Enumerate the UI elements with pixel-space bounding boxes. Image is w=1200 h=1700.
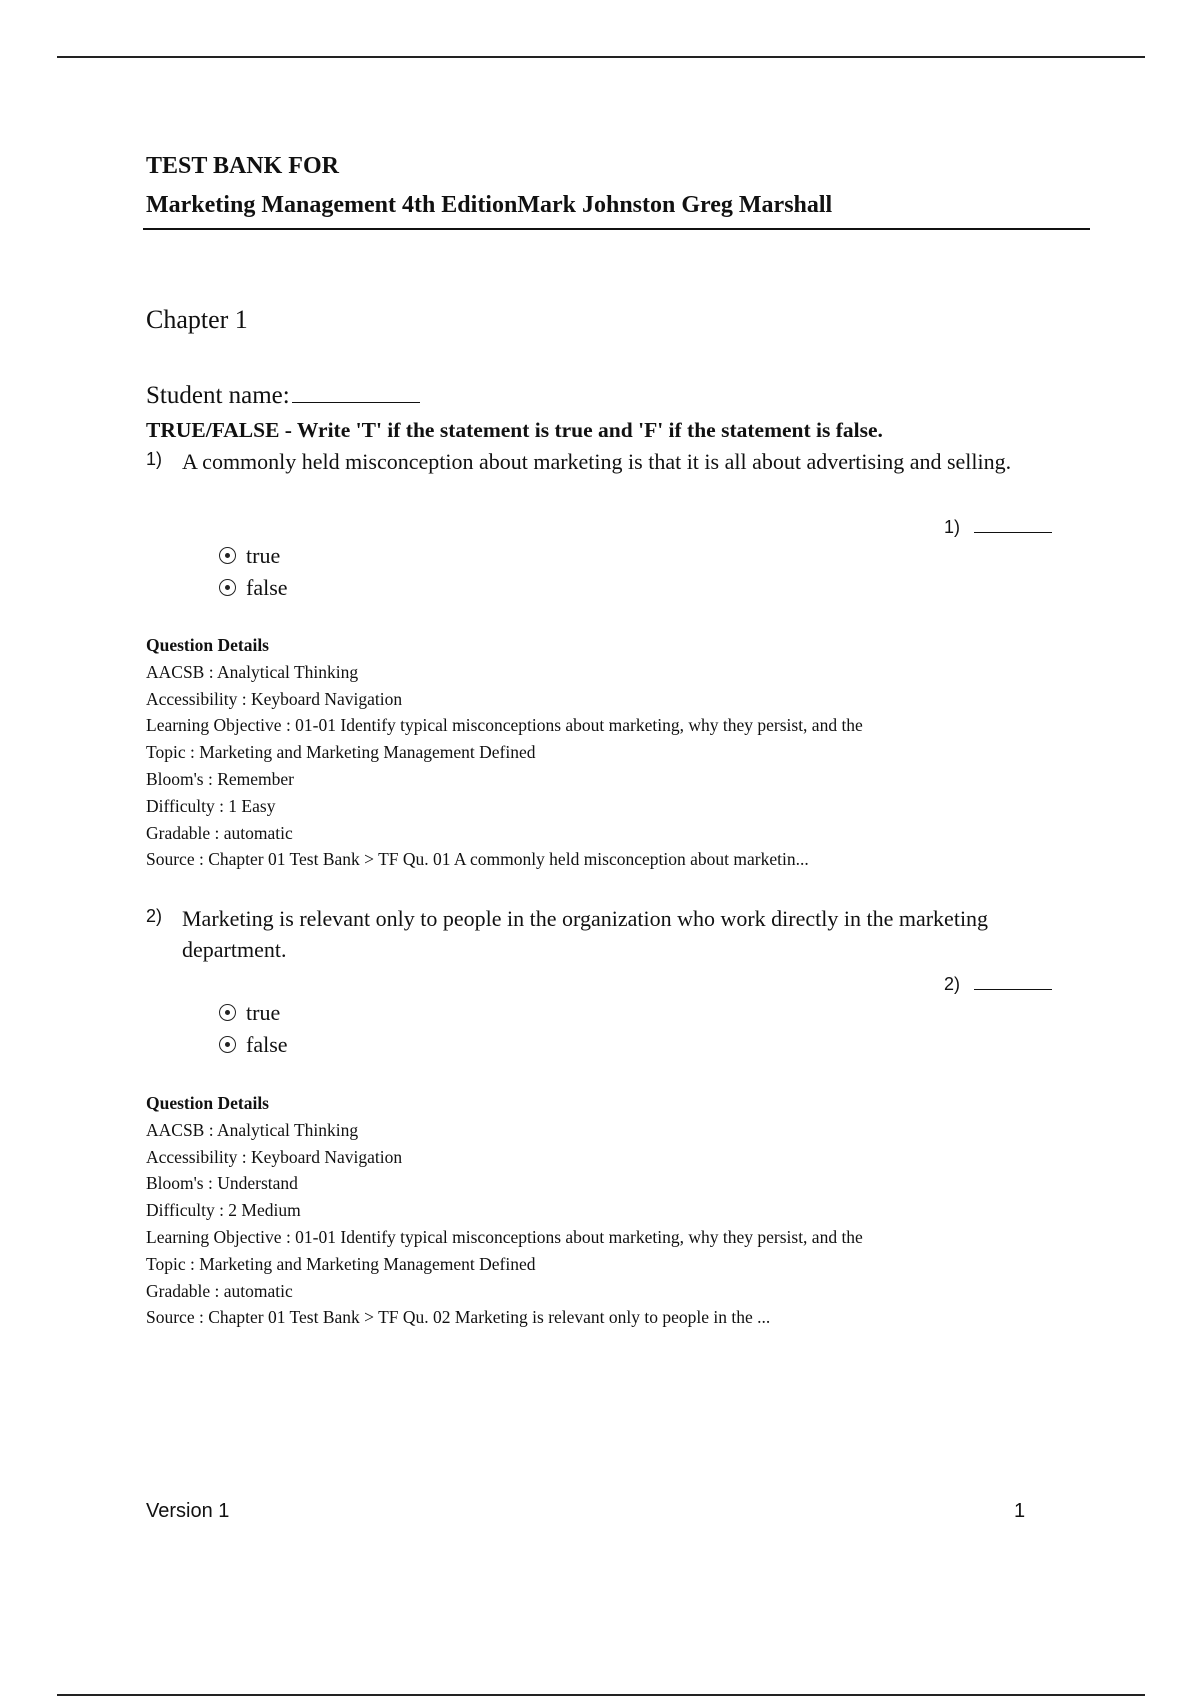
detail-line: Source : Chapter 01 Test Bank > TF Qu. 01 A commonly held misconception about marketin...	[146, 849, 809, 870]
option-label: true	[246, 1000, 281, 1025]
question-text: Marketing is relevant only to people in the organization who work directly in the marketing department.	[182, 906, 989, 962]
answer-label: 2)	[944, 974, 961, 994]
question-details	[146, 632, 1091, 873]
option-false[interactable]	[219, 1032, 288, 1058]
question-text: A commonly held misconception about marketing is that it is all about advertising and selling.	[182, 449, 1012, 474]
detail-line: Gradable : automatic	[146, 822, 293, 843]
option-true[interactable]	[219, 543, 280, 569]
question-number: 2)	[146, 906, 163, 926]
detail-line: Learning Objective : 01-01 Identify typical misconceptions about marketing, why they persist, and the	[146, 1226, 863, 1247]
option-false[interactable]	[219, 575, 288, 601]
section-instructions: TRUE/FALSE - Write 'T' if the statement is true and 'F' if the statement is false.	[146, 418, 883, 442]
title-underline	[143, 228, 1090, 230]
detail-line: Topic : Marketing and Marketing Management Defined	[146, 742, 536, 763]
radio-icon	[219, 547, 236, 564]
radio-icon	[219, 1004, 236, 1021]
option-label: false	[246, 575, 288, 600]
question-number: 1)	[146, 449, 163, 469]
document-title-line1: TEST BANK FOR	[146, 153, 339, 179]
page-bottom-rule	[57, 1694, 1145, 1696]
radio-icon	[219, 1036, 236, 1053]
student-name-blank[interactable]	[292, 380, 420, 403]
detail-line: Accessibility : Keyboard Navigation	[146, 688, 403, 709]
radio-icon	[219, 579, 236, 596]
detail-line: Topic : Marketing and Marketing Management Defined	[146, 1253, 536, 1274]
option-true[interactable]	[219, 1000, 280, 1026]
chapter-heading: Chapter 1	[146, 305, 248, 334]
option-label: true	[246, 543, 281, 568]
answer-label: 1)	[944, 517, 961, 537]
option-label: false	[246, 1032, 288, 1057]
detail-line: Difficulty : 1 Easy	[146, 795, 276, 816]
detail-line: Learning Objective : 01-01 Identify typical misconceptions about marketing, why they persist, and the	[146, 715, 863, 736]
detail-line: Source : Chapter 01 Test Bank > TF Qu. 02 Marketing is relevant only to people in the ...	[146, 1307, 771, 1328]
details-heading: Question Details	[146, 1093, 269, 1113]
detail-line: Bloom's : Remember	[146, 768, 294, 789]
detail-line: Bloom's : Understand	[146, 1173, 298, 1194]
detail-line: Difficulty : 2 Medium	[146, 1200, 301, 1221]
detail-line: Gradable : automatic	[146, 1280, 293, 1301]
student-name-row	[146, 380, 420, 410]
footer-page-number: 1	[1014, 1500, 1026, 1522]
details-heading: Question Details	[146, 635, 269, 655]
answer-line	[974, 975, 1052, 990]
page-top-rule	[57, 56, 1145, 58]
answer-blank-2[interactable]	[944, 974, 1052, 995]
question-details	[146, 1090, 1091, 1331]
answer-blank-1[interactable]	[944, 517, 1052, 538]
student-name-label: Student name:	[146, 382, 290, 409]
answer-line	[974, 518, 1052, 533]
detail-line: AACSB : Analytical Thinking	[146, 1119, 359, 1140]
document-title-line2: Marketing Management 4th EditionMark Johnston Greg Marshall	[146, 192, 833, 218]
detail-line: Accessibility : Keyboard Navigation	[146, 1146, 403, 1167]
footer-version: Version 1	[146, 1500, 230, 1522]
detail-line: AACSB : Analytical Thinking	[146, 661, 359, 682]
